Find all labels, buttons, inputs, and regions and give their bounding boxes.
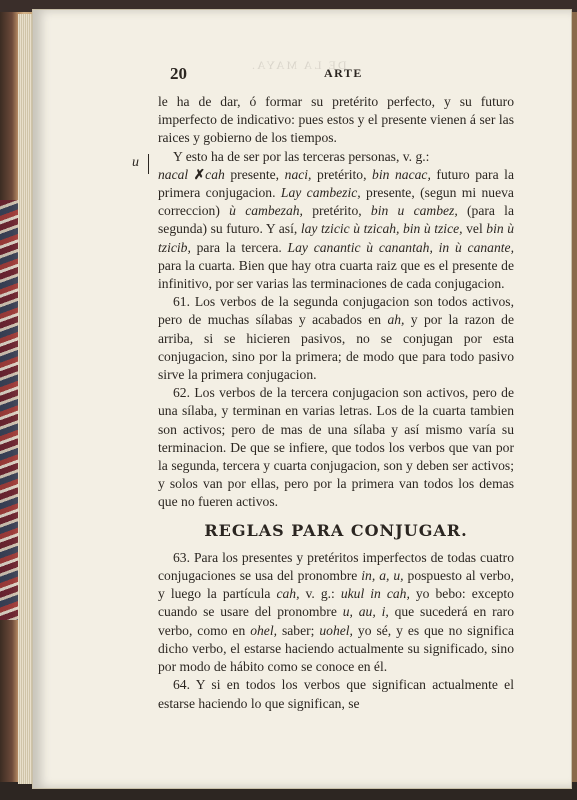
section-heading: REGLAS PARA CONJUGAR.: [204, 520, 468, 540]
margin-annotation: u: [132, 155, 139, 170]
margin-annotation-line: [148, 154, 149, 174]
paragraph: le ha de dar, ó formar su pretérito perfecto, y su futuro imperfecto de indicativo: pues estos y el presente vienen á ser las raices y gobierno de los tiempos.: [158, 94, 514, 146]
paragraph: Y esto ha de ser por las terceras personas, v. g.: nacal ✗cah presente, naci, pretérito, bin nacac, futuro para la primera conjugacion. Lay cambezic, presente, (segun mi nueva correccion) ù cambezah, pretérito, bin u cambez, (para la segunda) su futuro. Y así, lay tzicic ù tzicah, bin ù tzice, vel bin ù tzicib, para la tercera. Lay canantic ù canantah, in ù canante, para la cuarta. Bien que hay otra cuarta raiz que es el presente de infinitivo, por ser varias las terminaciones de cada conjugacion.: [158, 148, 514, 292]
page-stack-edge: [18, 14, 34, 784]
running-header: [170, 64, 515, 84]
page-text: [158, 93, 514, 713]
section-61: 61. Los verbos de la segunda conjugacion son todos activos, pero de muchas sílabas y acabados en ah, y por la razon de arriba, si se hicieren pasivos, no se conjugan por esta conjugacion, sino por la primera; de modo que para todo pasivo sirve la primera conjugacion.: [158, 294, 514, 383]
running-title: ARTE: [324, 66, 363, 80]
page-number: 20: [170, 64, 187, 83]
handwritten-mark: ✗: [193, 166, 206, 182]
section-63: 63. Para los presentes y pretéritos imperfectos de todas cuatro conjugaciones se usa del pronombre in, a, u, pospuesto al verbo, y luego la partícula cah, v. g.: ukul in cah, yo bebo: excepto cuando se usare del pronombre u, au, i, que sucederá en raro verbo, como en ohel, saber; uohel, yo sé, y es que no significa dicho verbo, el estarse haciendo actualmente su significado, sino por modo de hábito como se conoce en él.: [158, 549, 515, 675]
section-64: 64. Y si en todos los verbos que significan actualmente el estarse haciendo lo que significan, se: [158, 677, 514, 711]
section-62: 62. Los verbos de la tercera conjugacion son activos, pero de una sílaba, y terminan en varias letras. Los de la cuarta tambien son activos; pero de mas de una sílaba y así mismo varía su terminacion. De que se infiere, que todos los verbos que van por la segunda, tercera y cuarta conjugacion, son y deben ser activos; y solos van por ellas, pero por la primera van todos los demas que no fueren activos.: [158, 385, 514, 510]
show-through-header: DE LA MAYA.: [250, 58, 347, 72]
